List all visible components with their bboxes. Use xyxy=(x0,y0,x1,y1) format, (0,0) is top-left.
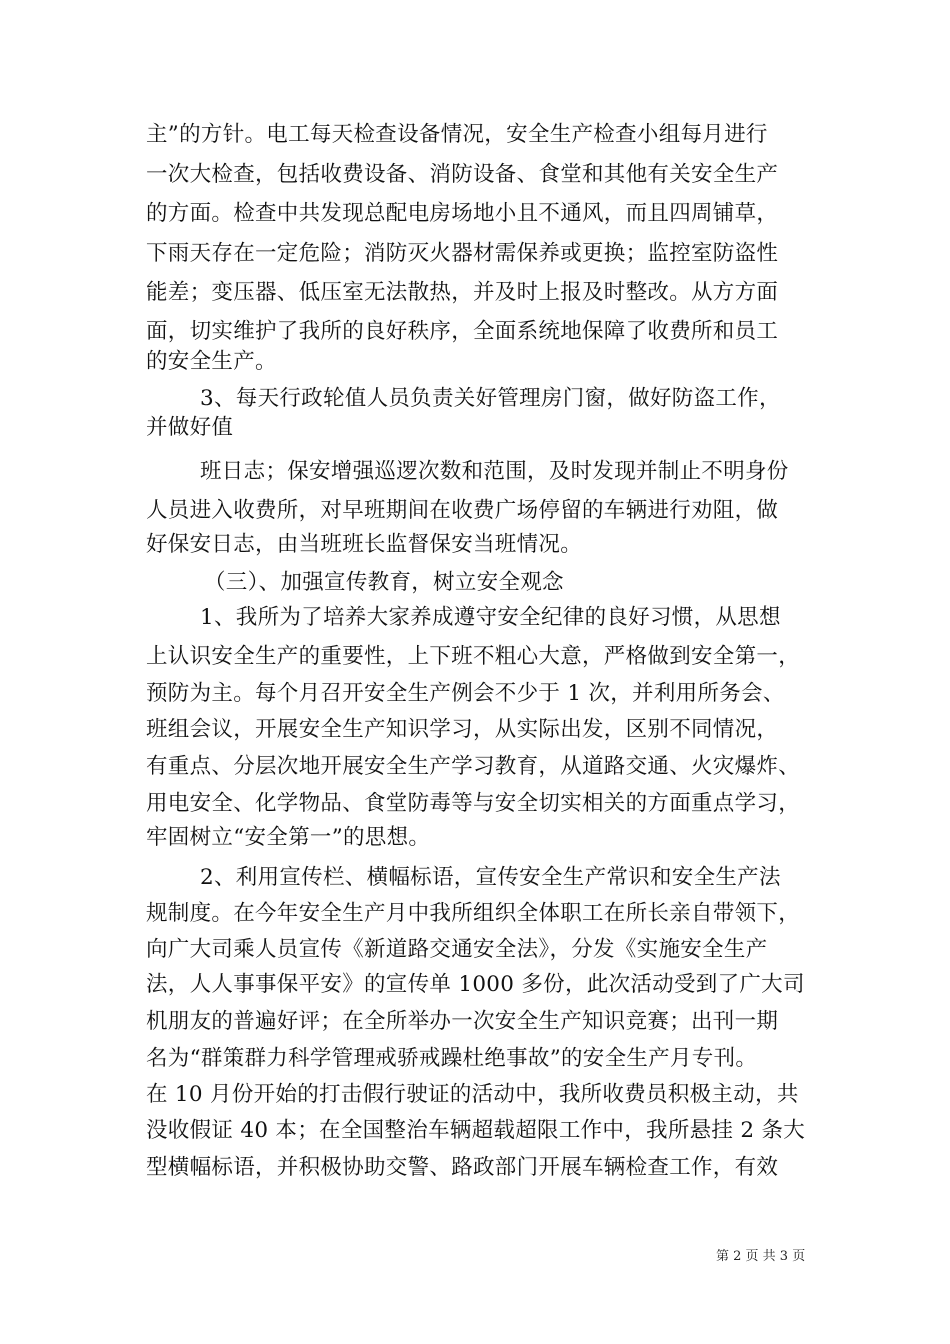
text-line: 名为“群策群力科学管理戒骄戒躁杜绝事故”的安全生产月专刊。 xyxy=(146,1046,758,1071)
text-line: 型横幅标语，并积极协助交警、路政部门开展车辆检查工作，有效 xyxy=(146,1155,779,1180)
text-line: 规制度。在今年安全生产月中我所组织全体职工在所长亲自带领下， xyxy=(146,901,801,926)
text-line: 机朋友的普遍好评；在全所举办一次安全生产知识竞赛；出刊一期 xyxy=(146,1009,779,1034)
text-line: 班日志；保安增强巡逻次数和范围，及时发现并制止不明身份 xyxy=(200,459,789,484)
text-line: 在 10 月份开始的打击假行驶证的活动中，我所收费员积极主动，共 xyxy=(146,1082,799,1107)
section-heading: （三）、加强宣传教育，树立安全观念 xyxy=(204,570,564,595)
text-line: 预防为主。每个月召开安全生产例会不少于 1 次，并利用所务会、 xyxy=(146,681,785,706)
text-line: 班组会议，开展安全生产知识学习，从实际出发，区别不同情况， xyxy=(146,717,779,742)
text-line: 人员进入收费所，对早班期间在收费广场停留的车辆进行劝阻，做 xyxy=(146,498,779,523)
text-line: 能差；变压器、低压室无法散热，并及时上报及时整改。从方方面 xyxy=(146,280,779,305)
text-line: 好保安日志，由当班班长监督保安当班情况。 xyxy=(146,532,583,557)
text-line: 一次大检查，包括收费设备、消防设备、食堂和其他有关安全生产 xyxy=(146,162,779,187)
page-number-footer: 第 2 页 共 3 页 xyxy=(716,1249,806,1264)
text-line: 3、每天行政轮值人员负责关好管理房门窗，做好防盗工作， xyxy=(200,386,781,411)
text-line: 有重点、分层次地开展安全生产学习教育，从道路交通、火灾爆炸、 xyxy=(146,754,801,779)
text-line: 1、我所为了培养大家养成遵守安全纪律的良好习惯，从思想 xyxy=(200,605,781,630)
text-line: 上认识安全生产的重要性，上下班不粗心大意，严格做到安全第一， xyxy=(146,644,801,669)
text-line: 没收假证 40 本；在全国整治车辆超载超限工作中，我所悬挂 2 条大 xyxy=(146,1118,806,1143)
text-line: 并做好值 xyxy=(146,415,234,440)
text-line: 的安全生产。 xyxy=(146,349,277,374)
text-line: 下雨天存在一定危险；消防灭火器材需保养或更换；监控室防盗性 xyxy=(146,241,779,266)
text-line: 牢固树立“安全第一”的思想。 xyxy=(146,825,431,850)
text-line: 2、利用宣传栏、横幅标语，宣传安全生产常识和安全生产法 xyxy=(200,865,781,890)
text-line: 主”的方针。电工每天检查设备情况，安全生产检查小组每月进行 xyxy=(146,122,768,147)
text-line: 的方面。检查中共发现总配电房场地小且不通风，而且四周铺草， xyxy=(146,201,779,226)
text-line: 向广大司乘人员宣传《新道路交通安全法》，分发《实施安全生产 xyxy=(146,937,768,962)
text-line: 法，人人事事保平安》的宣传单 1000 多份，此次活动受到了广大司 xyxy=(146,972,805,997)
text-line: 用电安全、化学物品、食堂防毒等与安全切实相关的方面重点学习， xyxy=(146,791,801,816)
text-line: 面，切实维护了我所的良好秩序，全面系统地保障了收费所和员工 xyxy=(146,319,779,344)
